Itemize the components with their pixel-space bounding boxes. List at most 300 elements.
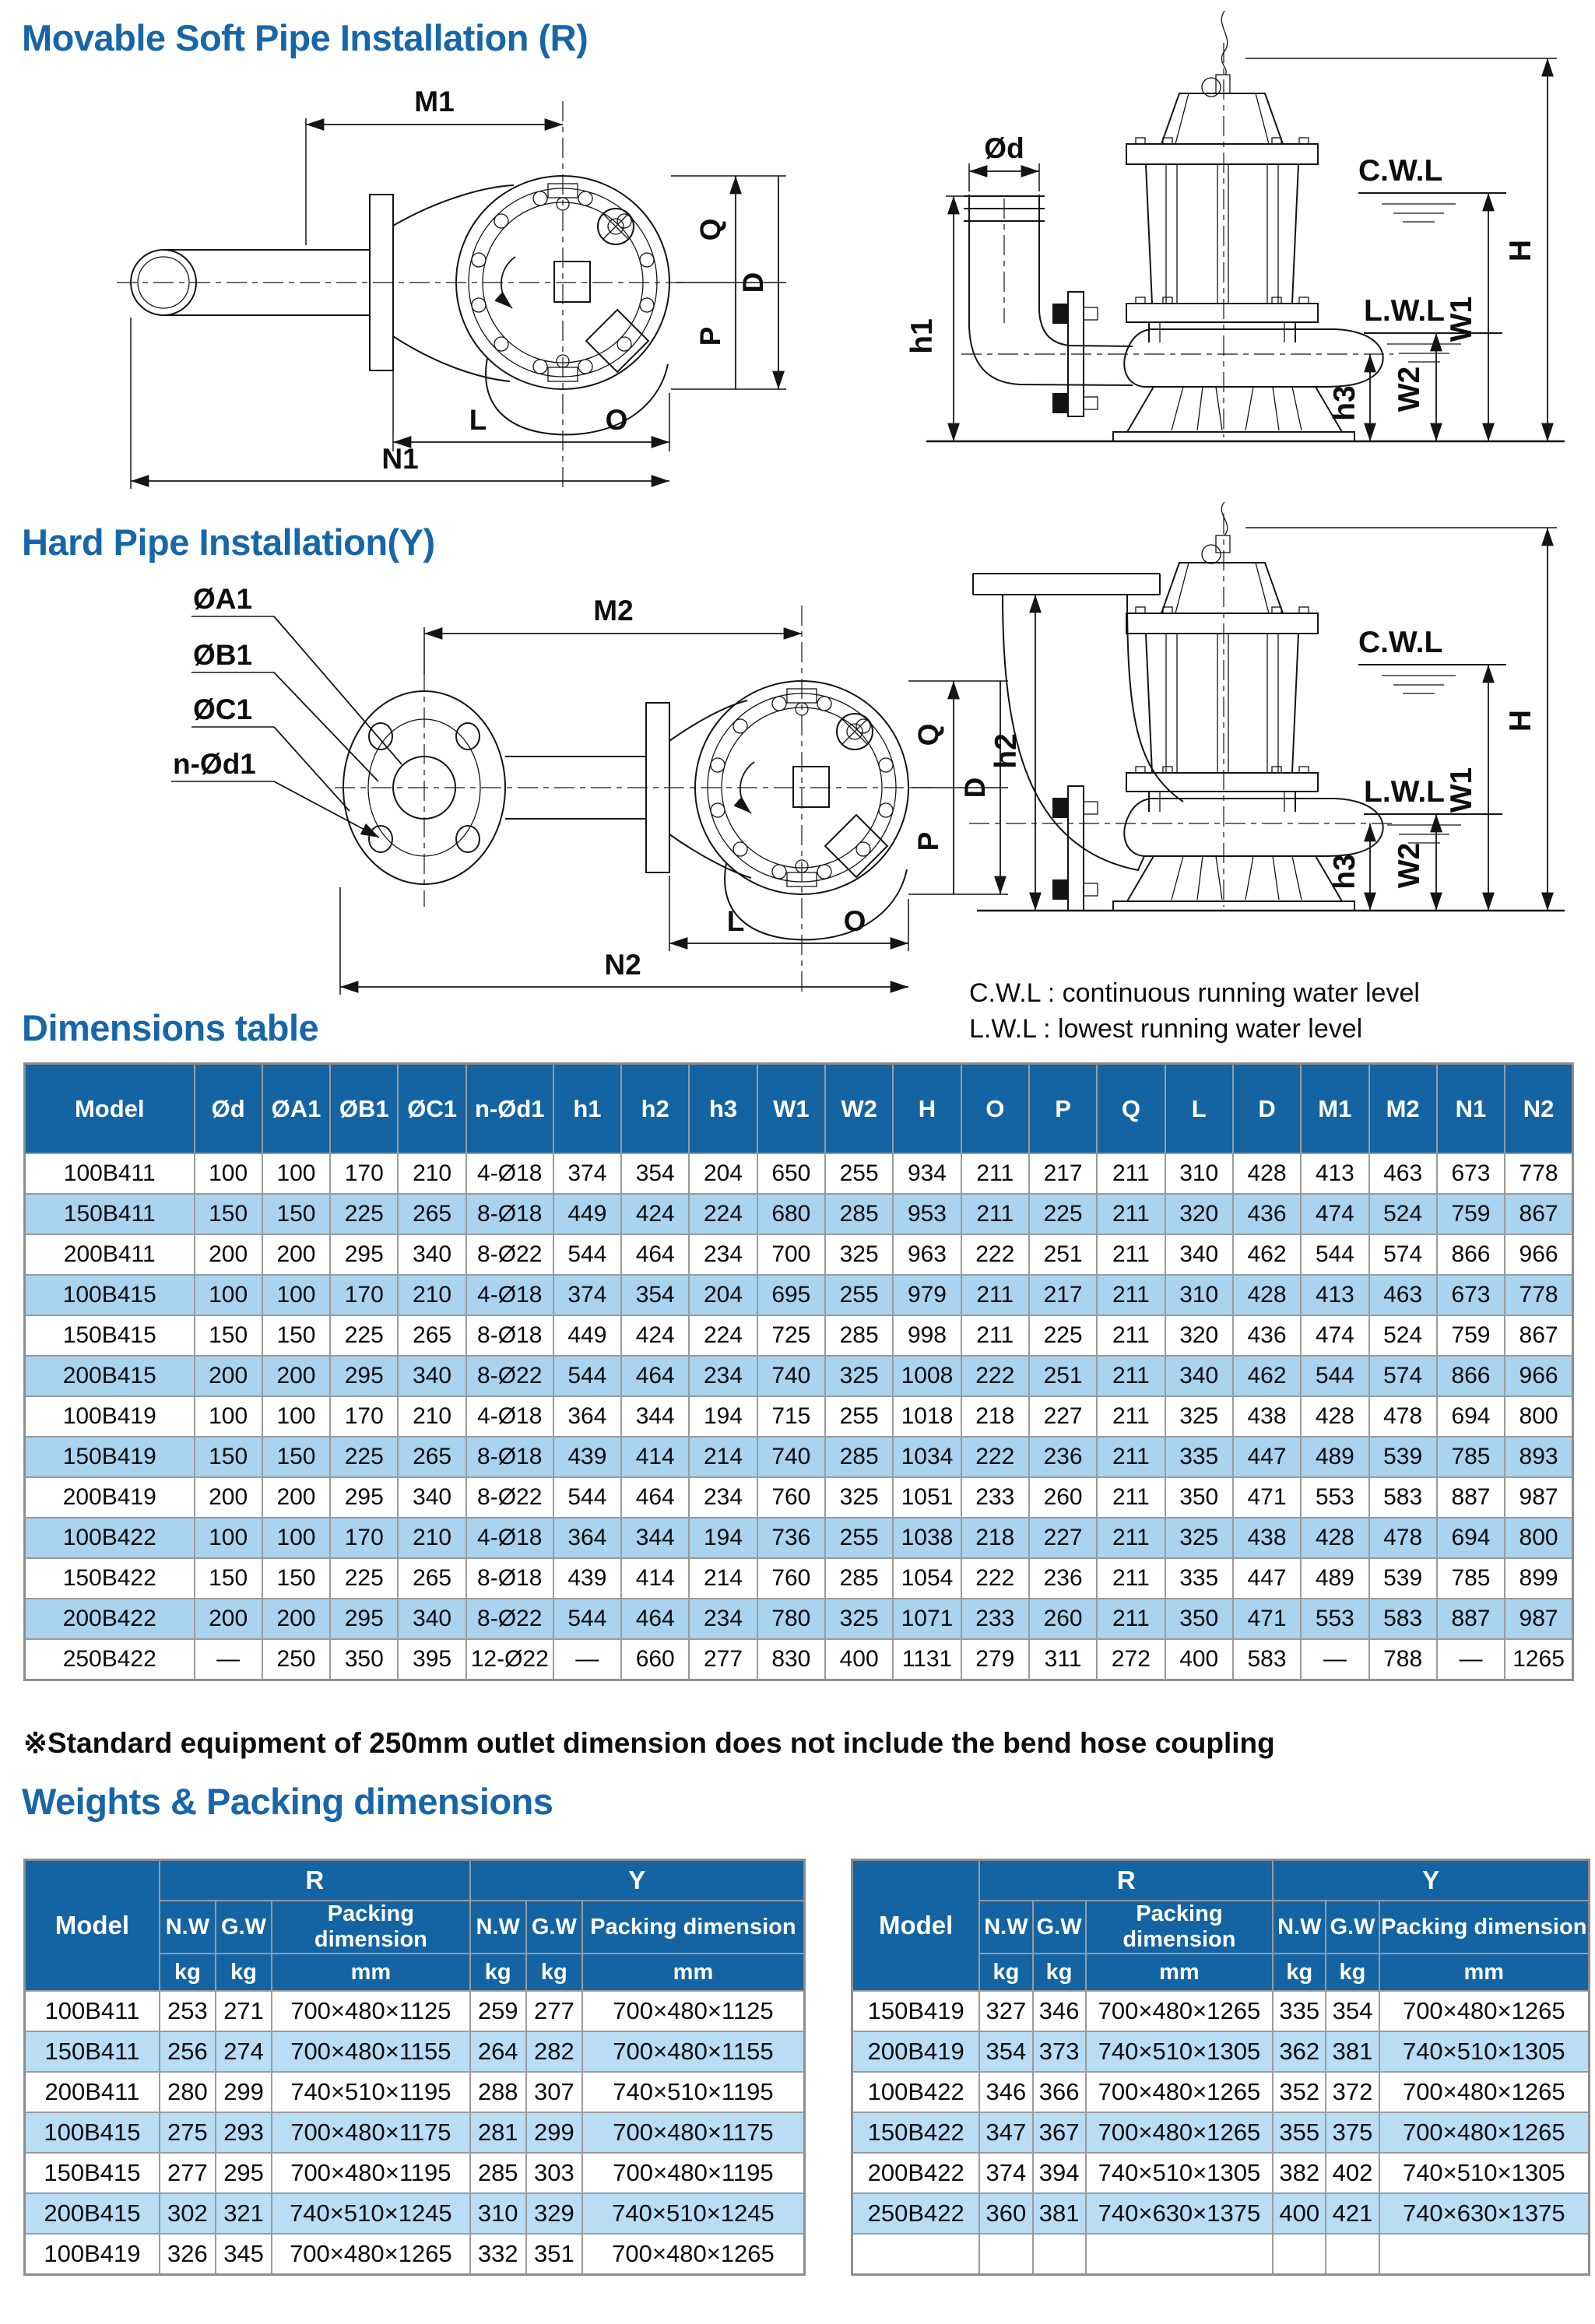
cell: 544 <box>553 1599 621 1639</box>
cell: 295 <box>330 1477 398 1518</box>
dim-label-w1-2: W1 <box>1445 767 1478 813</box>
column-header-packing: Packing dimension <box>272 1901 470 1954</box>
cell: 255 <box>825 1396 893 1437</box>
cell: 464 <box>621 1234 689 1275</box>
dim-label-nod1: n-Ød1 <box>173 748 256 780</box>
cell: 439 <box>553 1437 621 1477</box>
shaft-detail <box>793 767 829 807</box>
table-row <box>25 2072 805 2112</box>
cell: 8-Ø22 <box>466 1599 553 1639</box>
cell: 553 <box>1301 1599 1368 1639</box>
cell: 471 <box>1233 1477 1301 1518</box>
cell: 700×480×1125 <box>272 1991 470 2031</box>
table-row <box>25 1153 1573 1194</box>
cell: 760 <box>757 1558 825 1599</box>
cell: 374 <box>553 1153 621 1194</box>
cell: 700×480×1265 <box>1086 2072 1274 2112</box>
table-row <box>25 1518 1573 1558</box>
cell: 464 <box>621 1477 689 1518</box>
cell: 327 <box>979 1991 1032 2031</box>
table-row <box>25 1194 1573 1234</box>
cell: 449 <box>553 1194 621 1234</box>
cell: 325 <box>825 1477 893 1518</box>
cell: 170 <box>330 1396 398 1437</box>
dim-label-h3: h3 <box>1328 385 1361 421</box>
cell: 893 <box>1505 1437 1572 1477</box>
column-group-r: R <box>160 1860 470 1901</box>
cell: 340 <box>398 1356 466 1396</box>
table-row <box>25 1991 805 2031</box>
cell: 285 <box>825 1558 893 1599</box>
unit-kg: kg <box>979 1954 1032 1991</box>
column-header-gw: G.W <box>216 1901 272 1954</box>
cell: 574 <box>1369 1234 1437 1275</box>
cell: 200B419 <box>25 1477 195 1518</box>
cell: 715 <box>757 1396 825 1437</box>
cell: 100B415 <box>25 2112 160 2153</box>
cell: 544 <box>553 1356 621 1396</box>
cell: 277 <box>160 2153 216 2193</box>
cell: 785 <box>1437 1558 1505 1599</box>
cell: 544 <box>553 1477 621 1518</box>
cell: 310 <box>470 2193 526 2234</box>
column-header: M1 <box>1301 1064 1368 1154</box>
table-row <box>25 1234 1573 1275</box>
cell: 428 <box>1233 1275 1301 1315</box>
cell: 428 <box>1301 1518 1368 1558</box>
cell: 395 <box>398 1639 466 1680</box>
cell: 200 <box>262 1356 330 1396</box>
column-header: P <box>1029 1064 1097 1154</box>
cell: 347 <box>979 2112 1032 2153</box>
cell: 650 <box>757 1153 825 1194</box>
cell: 740×510×1245 <box>272 2193 470 2234</box>
cell: 150 <box>195 1194 262 1234</box>
cell: 275 <box>160 2112 216 2153</box>
cell: 211 <box>1097 1194 1165 1234</box>
cell: 740 <box>757 1356 825 1396</box>
cell: 1131 <box>893 1639 961 1680</box>
cell: 8-Ø22 <box>466 1477 553 1518</box>
cell: 170 <box>330 1153 398 1194</box>
cell: 759 <box>1437 1194 1505 1234</box>
table-row <box>25 2153 805 2193</box>
cell: 204 <box>689 1275 757 1315</box>
cell: 218 <box>961 1396 1029 1437</box>
water-level-legend <box>969 976 1420 1047</box>
cell: 234 <box>689 1599 757 1639</box>
table-row <box>852 1991 1590 2031</box>
cell: 250B422 <box>852 2193 980 2234</box>
cell: 200B411 <box>25 2072 160 2112</box>
weights-table-right-header <box>852 1860 1590 1992</box>
cell: 150B411 <box>25 1194 195 1234</box>
cell: 259 <box>470 1991 526 2031</box>
cell: 100 <box>262 1396 330 1437</box>
cell: 695 <box>757 1275 825 1315</box>
cell: 210 <box>398 1153 466 1194</box>
column-header: H <box>893 1064 961 1154</box>
cell: 340 <box>1165 1356 1233 1396</box>
cell: 211 <box>1097 1599 1165 1639</box>
section-title-hard-pipe: Hard Pipe Installation(Y) <box>22 521 435 563</box>
cell: 1054 <box>893 1558 961 1599</box>
cell: 236 <box>1029 1558 1097 1599</box>
cell: 700×480×1265 <box>272 2234 470 2275</box>
cell: 899 <box>1505 1558 1572 1599</box>
column-header: n-Ød1 <box>466 1064 553 1154</box>
cell: 350 <box>330 1639 398 1680</box>
cell: 211 <box>1097 1315 1165 1356</box>
cable <box>1221 11 1228 75</box>
table-row <box>25 1356 1573 1396</box>
dim-label-h2: h2 <box>989 733 1023 769</box>
cell: 332 <box>470 2234 526 2275</box>
cell <box>1033 2234 1086 2275</box>
cell: 8-Ø18 <box>466 1558 553 1599</box>
cell: 100B411 <box>25 1153 195 1194</box>
cell: 463 <box>1369 1275 1437 1315</box>
cell: 225 <box>1029 1194 1097 1234</box>
cell: 340 <box>398 1599 466 1639</box>
cell: 280 <box>160 2072 216 2112</box>
cell: 471 <box>1233 1599 1301 1639</box>
dim-label-w2-2: W2 <box>1393 842 1426 889</box>
column-header: h3 <box>689 1064 757 1154</box>
elbow <box>969 311 1133 385</box>
cell: 214 <box>689 1437 757 1477</box>
dim-label-w1: W1 <box>1445 296 1478 342</box>
cell: 489 <box>1301 1437 1368 1477</box>
volute-casing <box>725 863 907 939</box>
cell: 4-Ø18 <box>466 1396 553 1437</box>
cell: 998 <box>893 1315 961 1356</box>
drawing-hard-pipe-side-view <box>23 572 1020 1027</box>
unit-kg: kg <box>1273 1954 1326 1991</box>
cell: 400 <box>825 1639 893 1680</box>
cell: 394 <box>1033 2153 1086 2193</box>
cell: 785 <box>1437 1437 1505 1477</box>
cell: 462 <box>1233 1356 1301 1396</box>
cell: 4-Ø18 <box>466 1275 553 1315</box>
legend-lwl: L.W.L : lowest running water level <box>969 1013 1363 1044</box>
cell: 282 <box>526 2031 582 2072</box>
cell: 250B422 <box>25 1639 195 1680</box>
outlet-flange <box>973 574 1160 595</box>
cell: 402 <box>1326 2153 1379 2193</box>
column-header: Ød <box>195 1064 262 1154</box>
cell: 200 <box>262 1599 330 1639</box>
cell: 700×480×1175 <box>272 2112 470 2153</box>
cell: 310 <box>1165 1153 1233 1194</box>
cell: 100B422 <box>852 2072 980 2112</box>
lifting-eye <box>1202 545 1221 563</box>
cell: 210 <box>398 1275 466 1315</box>
column-header: W2 <box>825 1064 893 1154</box>
dim-label-h1: h1 <box>905 318 939 354</box>
column-header-packing: Packing dimension <box>1086 1901 1274 1954</box>
cell: 211 <box>1097 1153 1165 1194</box>
cell: 217 <box>1029 1275 1097 1315</box>
cell: 367 <box>1033 2112 1086 2153</box>
cell: 700×480×1195 <box>272 2153 470 2193</box>
cell: 150 <box>195 1437 262 1477</box>
legend-cwl: C.W.L : continuous running water level <box>969 978 1420 1008</box>
cell: 320 <box>1165 1315 1233 1356</box>
cell: 211 <box>961 1153 1029 1194</box>
cell: 700×480×1265 <box>582 2234 805 2275</box>
cell: 210 <box>398 1518 466 1558</box>
cell: 200B422 <box>25 1599 195 1639</box>
cell: 265 <box>398 1558 466 1599</box>
cell: 424 <box>621 1194 689 1234</box>
column-header: N2 <box>1505 1064 1572 1154</box>
cell: 200 <box>195 1234 262 1275</box>
cell: 325 <box>1165 1396 1233 1437</box>
cell: 295 <box>330 1234 398 1275</box>
cell <box>1379 2234 1590 2275</box>
cell: 200B419 <box>852 2031 980 2072</box>
cell: 211 <box>1097 1437 1165 1477</box>
dim-label-h3-2: h3 <box>1328 854 1361 890</box>
cell: 100B419 <box>25 2234 160 2275</box>
cell: — <box>553 1639 621 1680</box>
table-row <box>25 1275 1573 1315</box>
cell: 700×480×1265 <box>1086 1991 1274 2031</box>
column-header-gw: G.W <box>1326 1901 1379 1954</box>
cell: 414 <box>621 1437 689 1477</box>
cell: 150B419 <box>25 1437 195 1477</box>
cell: 295 <box>216 2153 272 2193</box>
cell <box>1273 2234 1326 2275</box>
cell: 299 <box>216 2072 272 2112</box>
cell: 260 <box>1029 1477 1097 1518</box>
cell: 200B415 <box>25 2193 160 2234</box>
cell: 673 <box>1437 1153 1505 1194</box>
column-header-nw: N.W <box>979 1901 1032 1954</box>
cell: 539 <box>1369 1437 1437 1477</box>
dim-label-od: Ød <box>984 132 1024 164</box>
cell: 700×480×1125 <box>582 1991 805 2031</box>
cell: 354 <box>621 1275 689 1315</box>
dim-label-oc1: ØC1 <box>193 693 253 725</box>
cell: 694 <box>1437 1396 1505 1437</box>
cell: 740×510×1305 <box>1379 2031 1590 2072</box>
cell: 200 <box>262 1234 330 1275</box>
column-header-packing: Packing dimension <box>582 1901 805 1954</box>
table-row <box>25 2112 805 2153</box>
cell: 285 <box>825 1194 893 1234</box>
table-row <box>25 1396 1573 1437</box>
cell: 150B422 <box>852 2112 980 2153</box>
cell: 4-Ø18 <box>466 1153 553 1194</box>
cell: — <box>195 1639 262 1680</box>
cell: 740×510×1305 <box>1086 2153 1274 2193</box>
cell: 351 <box>526 2234 582 2275</box>
cell: 830 <box>757 1639 825 1680</box>
cell: 800 <box>1505 1396 1572 1437</box>
cell: 8-Ø18 <box>466 1315 553 1356</box>
cell: 211 <box>961 1275 1029 1315</box>
cell: 279 <box>961 1639 1029 1680</box>
cell: 381 <box>1326 2031 1379 2072</box>
cell: 150 <box>262 1315 330 1356</box>
cell: 303 <box>526 2153 582 2193</box>
cell: 438 <box>1233 1518 1301 1558</box>
cell: 740×630×1375 <box>1379 2193 1590 2234</box>
table-row <box>25 2193 805 2234</box>
cell: 8-Ø22 <box>466 1356 553 1396</box>
cell: 217 <box>1029 1153 1097 1194</box>
column-header: ØB1 <box>330 1064 398 1154</box>
cell: 987 <box>1505 1599 1572 1639</box>
dim-label-n2: N2 <box>604 949 641 981</box>
weights-table-left-header <box>25 1860 805 1992</box>
cell: 200B422 <box>852 2153 980 2193</box>
cable <box>1221 502 1228 535</box>
cell: 740×510×1195 <box>272 2072 470 2112</box>
cell: 934 <box>893 1153 961 1194</box>
cell: 224 <box>689 1194 757 1234</box>
dim-label-n1: N1 <box>381 443 419 475</box>
cell: 225 <box>330 1437 398 1477</box>
column-header: L <box>1165 1064 1233 1154</box>
mid-flange <box>1126 304 1318 322</box>
cell: 694 <box>1437 1518 1505 1558</box>
column-group-r: R <box>979 1860 1273 1901</box>
cell: 272 <box>1097 1639 1165 1680</box>
cell: 354 <box>979 2031 1032 2072</box>
cell: 474 <box>1301 1315 1368 1356</box>
cell: 100B411 <box>25 1991 160 2031</box>
cell: 375 <box>1326 2112 1379 2153</box>
cell: 544 <box>1301 1356 1368 1396</box>
cell: 740×510×1245 <box>582 2193 805 2234</box>
cell: 1038 <box>893 1518 961 1558</box>
cell: 700×480×1265 <box>1086 2112 1274 2153</box>
cell: 413 <box>1301 1153 1368 1194</box>
cell: 740×630×1375 <box>1086 2193 1274 2234</box>
dim-label-h: H <box>1504 239 1537 262</box>
cell: 288 <box>470 2072 526 2112</box>
drawing-soft-pipe-side-view <box>101 62 817 510</box>
drawing-hard-pipe-pump-view <box>965 498 1595 922</box>
cell: 539 <box>1369 1558 1437 1599</box>
cell: 700×480×1195 <box>582 2153 805 2193</box>
cell: 778 <box>1505 1275 1572 1315</box>
cell: 325 <box>825 1234 893 1275</box>
cell: 700×480×1155 <box>272 2031 470 2072</box>
cell: 326 <box>160 2234 216 2275</box>
cell: 574 <box>1369 1356 1437 1396</box>
cell: 364 <box>553 1518 621 1558</box>
cell: 325 <box>825 1356 893 1396</box>
table-row <box>25 2031 805 2072</box>
cell: 204 <box>689 1153 757 1194</box>
cell: 700×480×1175 <box>582 2112 805 2153</box>
column-header-nw: N.W <box>160 1901 216 1954</box>
column-header: ØC1 <box>398 1064 466 1154</box>
motor-body <box>1146 634 1298 773</box>
cell: 345 <box>216 2234 272 2275</box>
cell: 285 <box>825 1315 893 1356</box>
cell: 325 <box>1165 1518 1233 1558</box>
cell: 374 <box>553 1275 621 1315</box>
table-row <box>25 2234 805 2275</box>
cell: 700×480×1265 <box>1379 1991 1590 2031</box>
table-row <box>852 2193 1590 2234</box>
cell: 281 <box>470 2112 526 2153</box>
cell: 372 <box>1326 2072 1379 2112</box>
cell: 400 <box>1273 2193 1326 2234</box>
drawing-soft-pipe-pump-view <box>895 8 1595 475</box>
cell: 346 <box>979 2072 1032 2112</box>
cell: 340 <box>1165 1234 1233 1275</box>
elbow-pipe <box>1003 595 1183 870</box>
cell: 222 <box>961 1437 1029 1477</box>
unit-kg: kg <box>470 1954 526 1991</box>
cell: 295 <box>330 1356 398 1396</box>
cell: 150B422 <box>25 1558 195 1599</box>
dim-label-l: L <box>469 404 487 436</box>
dim-label-oa1: ØA1 <box>193 583 253 615</box>
unit-kg: kg <box>160 1954 216 1991</box>
cell: 700×480×1265 <box>1379 2112 1590 2153</box>
cell: 256 <box>160 2031 216 2072</box>
cell: 447 <box>1233 1558 1301 1599</box>
dim-label-m1: M1 <box>414 86 455 118</box>
cell: 344 <box>621 1518 689 1558</box>
cell: 700×480×1155 <box>582 2031 805 2072</box>
cell: 1008 <box>893 1356 961 1396</box>
cell: 778 <box>1505 1153 1572 1194</box>
dim-label-o: O <box>605 404 628 436</box>
table-row <box>25 1437 1573 1477</box>
cell: 255 <box>825 1518 893 1558</box>
cell: 265 <box>398 1437 466 1477</box>
cell: 225 <box>330 1558 398 1599</box>
dim-label-p2: P <box>912 831 944 851</box>
cell: 277 <box>689 1639 757 1680</box>
cell: 225 <box>330 1315 398 1356</box>
table-row <box>25 1315 1573 1356</box>
cell: 725 <box>757 1315 825 1356</box>
cell: 346 <box>1033 1991 1086 2031</box>
section-title-dimensions: Dimensions table <box>22 1007 319 1048</box>
cell: 366 <box>1033 2072 1086 2112</box>
cell: 583 <box>1233 1639 1301 1680</box>
cell: 211 <box>1097 1356 1165 1396</box>
cell: 8-Ø18 <box>466 1194 553 1234</box>
cell: 524 <box>1369 1194 1437 1234</box>
cell: 524 <box>1369 1315 1437 1356</box>
cell: 8-Ø18 <box>466 1437 553 1477</box>
cell: 340 <box>398 1234 466 1275</box>
cell: 251 <box>1029 1356 1097 1396</box>
table-row <box>852 2234 1590 2275</box>
cell <box>979 2234 1032 2275</box>
cell: 966 <box>1505 1234 1572 1275</box>
cell: 234 <box>689 1356 757 1396</box>
cell: 867 <box>1505 1194 1572 1234</box>
table-row <box>25 1477 1573 1518</box>
dim-label-d: D <box>737 272 769 293</box>
cell: 1265 <box>1505 1639 1572 1680</box>
unit-kg: kg <box>216 1954 272 1991</box>
cell: 200 <box>195 1477 262 1518</box>
cell: 150B419 <box>852 1991 980 2031</box>
cell: 100B422 <box>25 1518 195 1558</box>
